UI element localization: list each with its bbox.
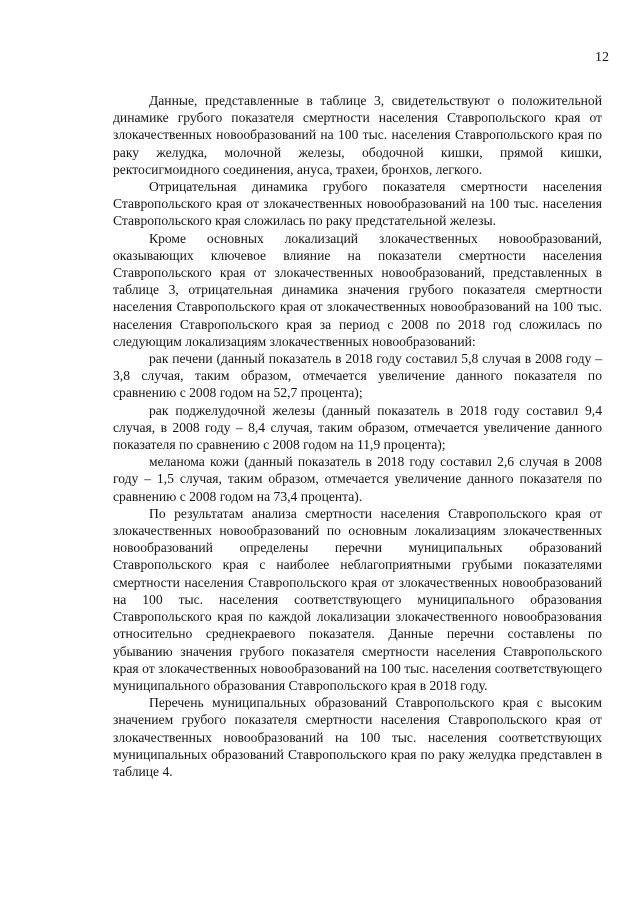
- paragraph-table-reference: Перечень муниципальных образований Ставропольского края с высоким значением грубого показателя смертности населения Ставропольского края от злокачественных новообразований на 100 тыс. населения соответствующих муниципальных образований Ставропольского края по раку желудка представлен в таблице 4.: [113, 695, 602, 779]
- paragraph-analysis-results: По результатам анализа смертности населения Ставропольского края от злокачественных новообразований по основным локализациям злокачественных новообразований определены перечни муниципальных образований Ставропольского края с наиболее неблагоприятными грубыми показателями смертности населения Ставропольского края от злокачественных новообразований на 100 тыс. населения соответствующего муниципального образования Ставропольского края по каждой локализации злокачественного новообразования относительно среднекраевого показателя. Данные перечни составлены по убыванию значения грубого показателя смертности населения Ставропольского края от злокачественных новообразований на 100 тыс. населения соответствующего муниципального образования Ставропольского края в 2018 году.: [113, 505, 602, 693]
- page-number: 12: [595, 50, 609, 65]
- paragraph-pancreatic-cancer: рак поджелудочной железы (данный показатель в 2018 году составил 9,4 случая, в 2008 году – 8,4 случая, таким образом, отмечается увеличение данного показателя по сравнению с 2008 годом на 11,9 процента);: [113, 402, 602, 453]
- paragraph-positive-dynamics: Данные, представленные в таблице 3, свидетельствуют о положительной динамике грубого показателя смертности населения Ставропольского края от злокачественных новообразований на 100 тыс. населения Ставропольского края по раку желудка, молочной железы, ободочной кишки, прямой кишки, ректосигмоидного соединения, ануса, трахеи, бронхов, легкого.: [113, 93, 602, 177]
- paragraph-negative-dynamics: Отрицательная динамика грубого показателя смертности населения Ставропольского края от злокачественных новообразований на 100 тыс. населения Ставропольского края сложилась по раку предстательной железы.: [113, 179, 602, 229]
- paragraph-other-localizations: Кроме основных локализаций злокачественных новообразований, оказывающих ключевое влияние на показатели смертности населения Ставропольского края от злокачественных новообразований, представленных в таблице 3, отрицательная динамика значения грубого показателя смертности населения Ставропольского края от злокачественных новообразований на 100 тыс. населения Ставропольского края за период с 2008 по 2018 год сложилась по следующим локализациям злокачественных новообразований:: [113, 230, 602, 349]
- document-body: [113, 92, 602, 780]
- paragraph-skin-melanoma: меланома кожи (данный показатель в 2018 году составил 2,6 случая в 2008 году – 1,5 случая, таким образом, отмечается увеличение данного показателя по сравнению с 2008 годом на 73,4 процента).: [113, 454, 602, 504]
- paragraph-liver-cancer: рак печени (данный показатель в 2018 году составил 5,8 случая в 2008 году – 3,8 случая, таким образом, отмечается увеличение данного показателя по сравнению с 2008 годом на 52,7 процента);: [113, 351, 602, 401]
